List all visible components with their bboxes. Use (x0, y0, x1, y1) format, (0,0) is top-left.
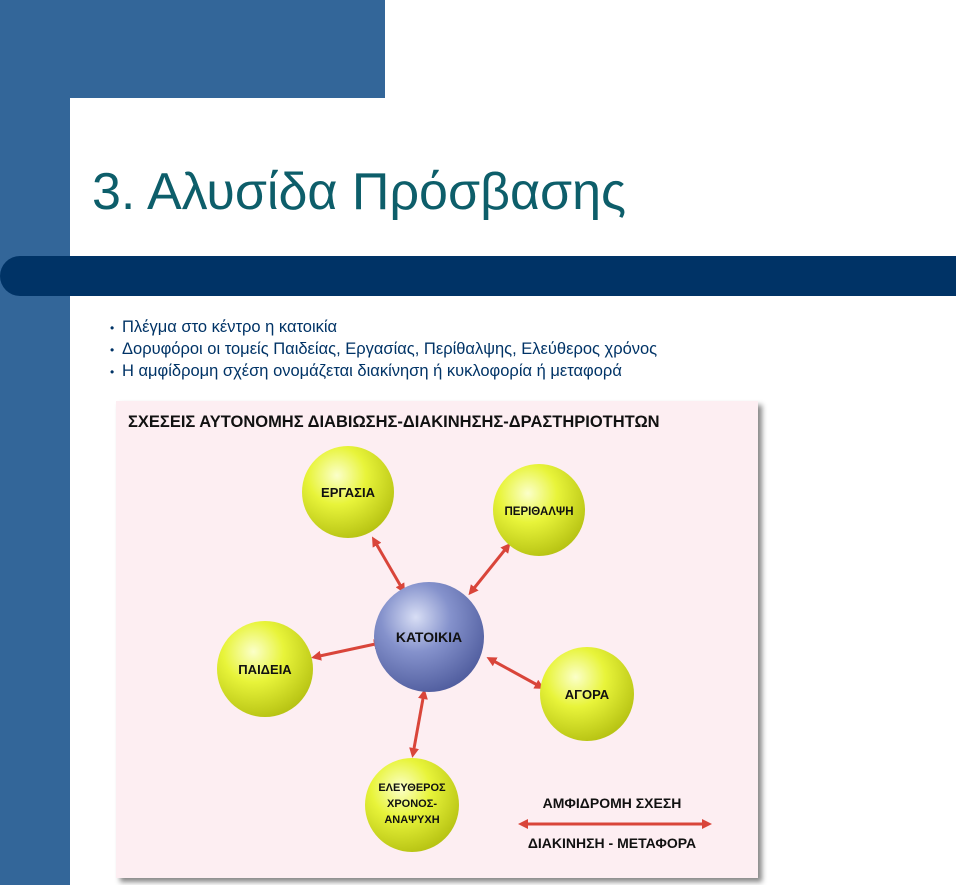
diagram-svg (116, 401, 758, 878)
node-market-label: ΑΓΟΡΑ (564, 687, 610, 702)
bullet-item (110, 360, 657, 382)
bullet-item (110, 338, 657, 360)
bullet-item (110, 316, 657, 338)
legend-top-label: ΑΜΦΙΔΡΟΜΗ ΣΧΕΣΗ (542, 795, 682, 811)
node-leisure-label-1: ΕΛΕΥΘΕΡΟΣ (378, 782, 446, 794)
node-care-label: ΠΕΡΙΘΑΛΨΗ (504, 506, 574, 518)
left-background-band (0, 0, 70, 885)
legend-bottom-label: ΔΙΑΚΙΝΗΣΗ - ΜΕΤΑΦΟΡΑ (527, 835, 697, 851)
node-work-label: ΕΡΓΑΣΙΑ (321, 485, 375, 500)
node-leisure-label-2: ΧΡΟΝΟΣ- (387, 798, 437, 810)
bullet-list (110, 316, 657, 382)
node-leisure-label-3: ΑΝΑΨΥΧΗ (384, 814, 440, 826)
diagram (116, 401, 758, 878)
top-background-band (0, 0, 385, 98)
slide-title: 3. Αλυσίδα Πρόσβασης (92, 163, 627, 221)
diagram-heading: ΣΧΕΣΕΙΣ ΑΥΤΟΝΟΜΗΣ ΔΙΑΒΙΩΣΗΣ-ΔΙΑΚΙΝΗΣΗΣ-ΔΡΑΣΤΗΡΙΟΤΗΤΩΝ (128, 413, 660, 431)
title-bar (0, 256, 956, 296)
bullet-icon: • (110, 365, 115, 379)
bullet-icon: • (110, 343, 115, 357)
bullet-text: Η αμφίδρομη σχέση ονομάζεται διακίνηση ή κυκλοφορία ή μεταφορά (122, 362, 622, 380)
bullet-icon: • (110, 321, 115, 335)
node-education-label: ΠΑΙΔΕΙΑ (238, 662, 292, 677)
bullet-text: Δορυφόροι οι τομείς Παιδείας, Εργασίας, Περίθαλψης, Ελεύθερος χρόνος (122, 340, 658, 358)
node-center-label: ΚΑΤΟΙΚΙΑ (395, 629, 463, 645)
bullet-text: Πλέγμα στο κέντρο η κατοικία (122, 318, 338, 336)
